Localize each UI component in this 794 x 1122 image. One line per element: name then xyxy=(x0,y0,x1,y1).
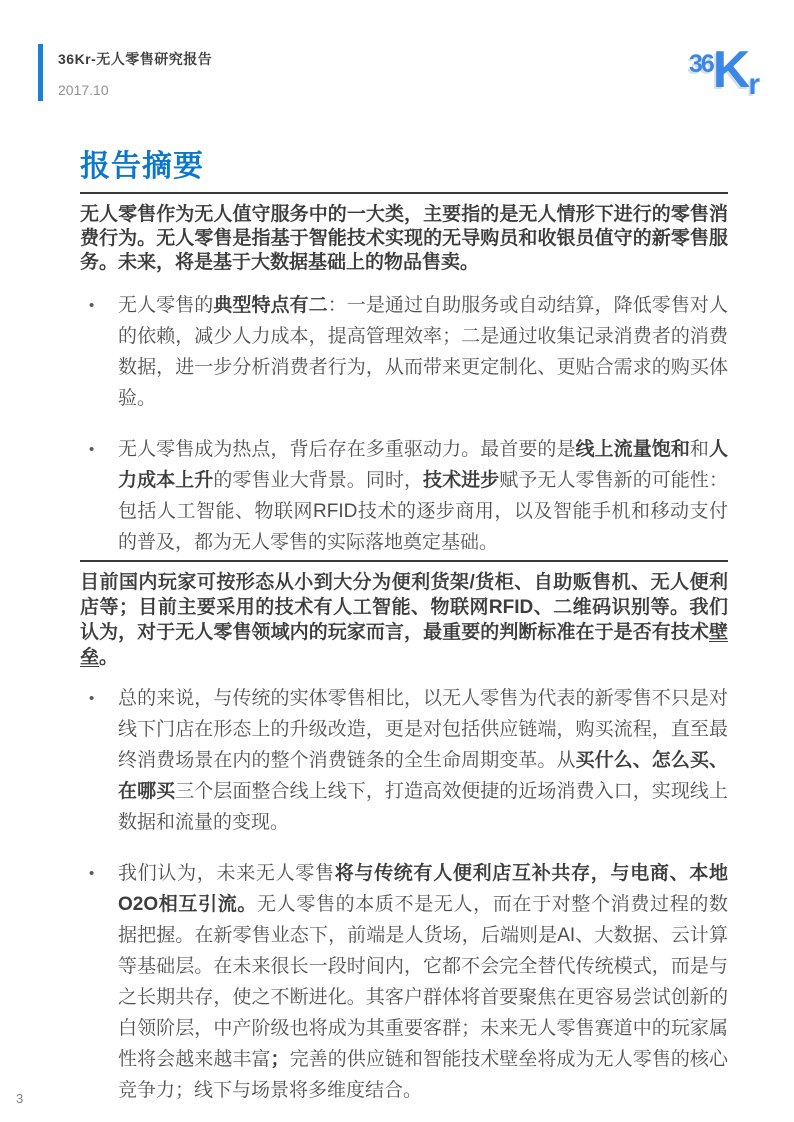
bullet-driving-forces: • 无人零售成为热点，背后存在多重驱动力。最首要的是线上流量饱和和人力成本上升的零售业大背景。同时，技术进步赋予无人零售新的可能性：包括人工智能、物联网RFID技术的逐步商用，以及智能手机和移动支付的普及，都为无人零售的实际落地奠定基础。 xyxy=(80,434,728,558)
bullet-new-retail-transformation: • 总的来说，与传统的实体零售相比，以无人零售为代表的新零售不只是对线下门店在形态上的升级改造，更是对包括供应链端，购买流程，直至最终消费场景在内的整个消费链条的全生命周期变革。从买什么、怎么买、在哪买三个层面整合线上线下，打造高效便捷的近场消费入口，实现线上数据和流量的变现。 xyxy=(80,683,728,838)
logo-digits: 36 xyxy=(688,50,713,78)
key-points-list-bottom xyxy=(80,683,728,1106)
report-summary-section xyxy=(80,141,728,1106)
36kr-logo xyxy=(688,41,760,101)
title-divider-line xyxy=(80,192,728,194)
logo-letter-r: r xyxy=(748,68,760,101)
bullet-future-outlook: • 我们认为，未来无人零售将与传统有人便利店互补共存，与电商、本地O2O相互引流。无人零售的本质不是无人，而在于对整个消费过程的数据把握。在新零售业态下，前端是人货场，后端则是AI、大数据、云计算等基础层。在未来很长一段时间内，它都不会完全替代传统模式，而是与之长期共存，使之不断进化。其客户群体将首要聚焦在更容易尝试创新的白领阶层，中产阶级也将成为其重要客群；未来无人零售赛道中的玩家属性将会越来越丰富；完善的供应链和智能技术壁垒将成为无人零售的核心竞争力；线下与场景将多维度结合。 xyxy=(80,858,728,1106)
section-divider-line xyxy=(80,560,728,562)
section-title: 报告摘要 xyxy=(80,150,204,183)
bullet-typical-features: • 无人零售的典型特点有二：一是通过自助服务或自动结算，降低零售对人的依赖，减少人力成本，提高管理效率；二是通过收集记录消费者的消费数据，进一步分析消费者行为，从而带来更定制化、更贴合需求的购买体验。 xyxy=(80,290,728,414)
document-title: 36Kr-无人零售研究报告 xyxy=(58,51,213,67)
intro-paragraph: 无人零售作为无人值守服务中的一大类，主要指的是无人情形下进行的零售消费行为。无人零售是指基于智能技术实现的无导购员和收银员值守的新零售服务。未来，将是基于大数据基础上的物品售卖。 xyxy=(80,204,728,273)
document-date: 2017.10 xyxy=(58,82,109,98)
players-technology-paragraph: 目前国内玩家可按形态从小到大分为便利货架/货柜、自助贩售机、无人便利店等；目前主要采用的技术有人工智能、物联网RFID、二维码识别等。我们认为，对于无人零售领域内的玩家而言，最重要的判断标准在于是否有技术壁垒。 xyxy=(80,572,728,668)
page-header xyxy=(38,41,760,101)
header-text-block xyxy=(58,44,212,98)
page-number: 3 xyxy=(16,1091,24,1106)
key-points-list-top xyxy=(80,290,728,558)
header-accent-bar xyxy=(38,44,43,101)
logo-letter-k: K xyxy=(712,41,748,99)
